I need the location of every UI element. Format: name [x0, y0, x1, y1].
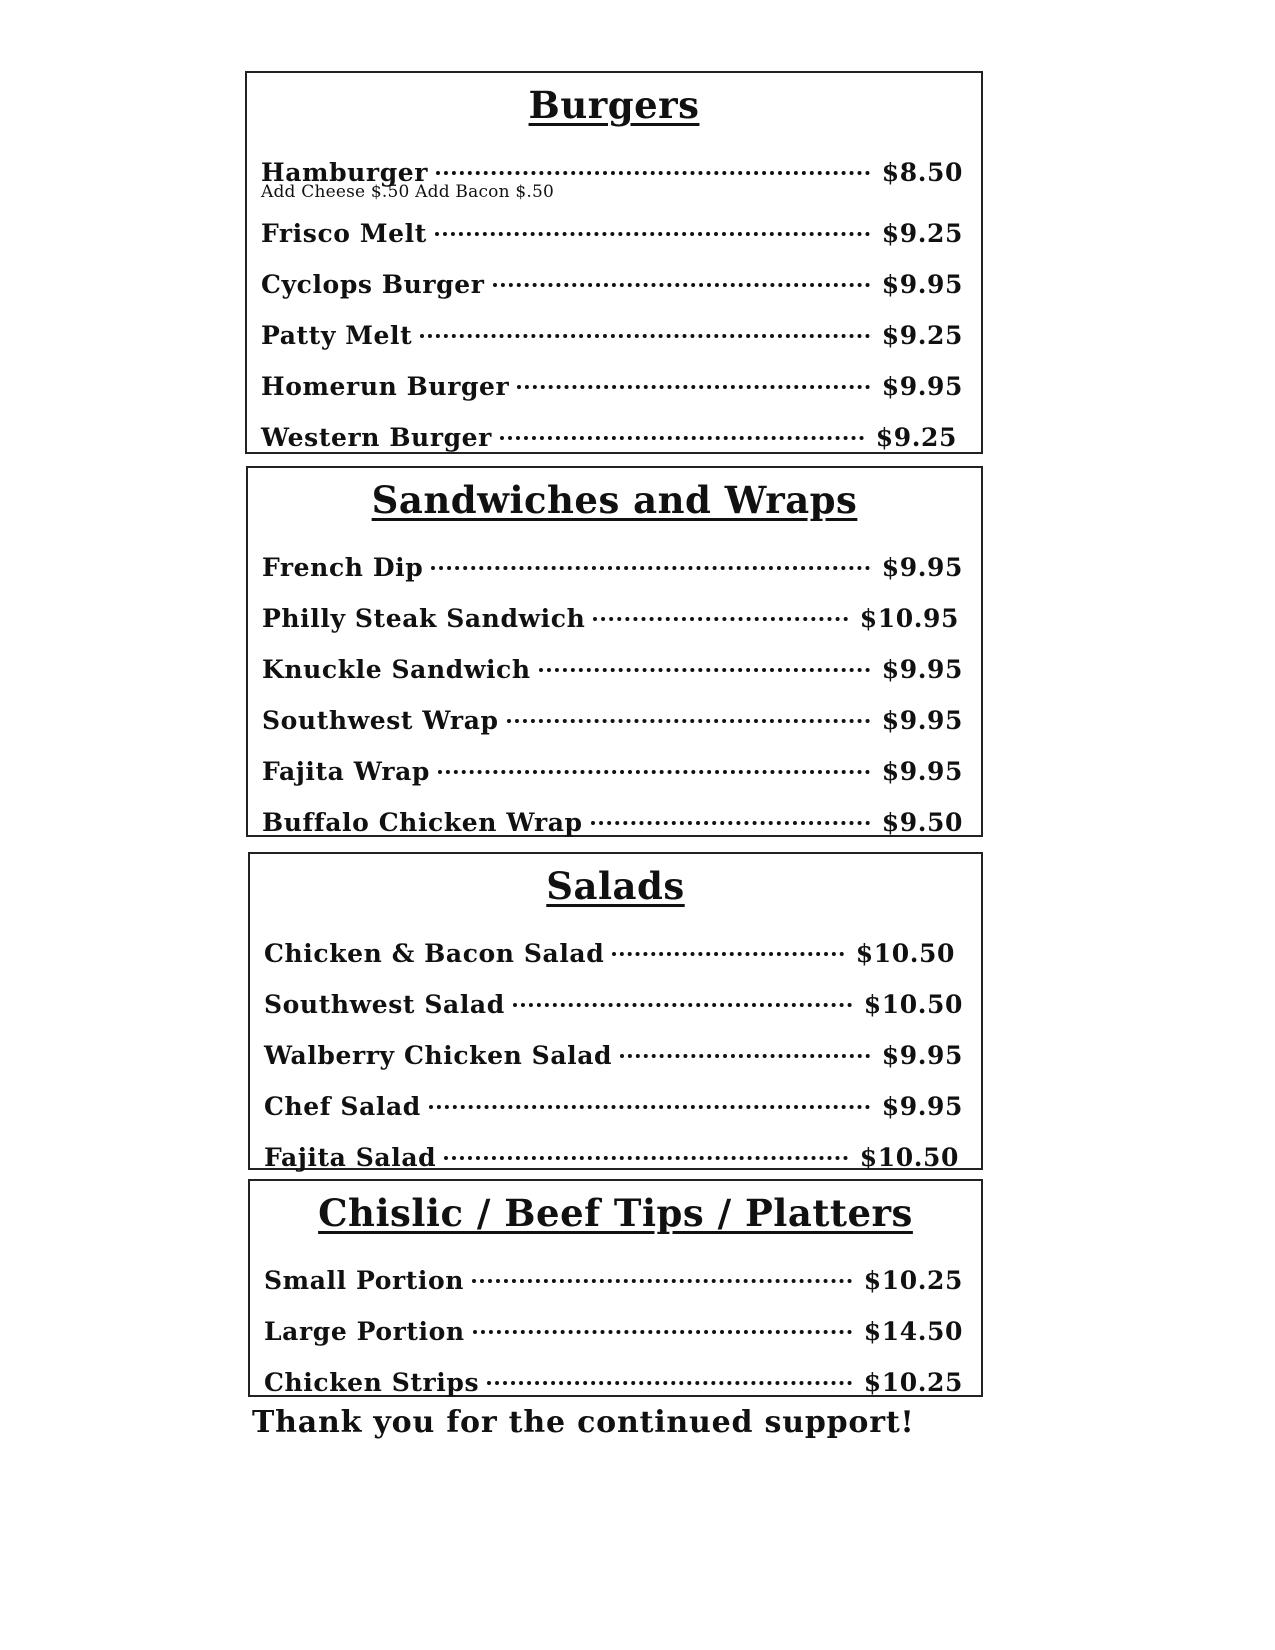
dot-leader: [472, 1253, 856, 1289]
item-name: Chicken Strips: [264, 1368, 480, 1397]
item-name: Chef Salad: [264, 1092, 421, 1121]
dot-leader: [513, 977, 856, 1013]
item-price: $10.25: [863, 1266, 963, 1295]
item-price: $10.50: [863, 990, 963, 1019]
item-price: $9.95: [881, 1041, 963, 1070]
dot-leader: [438, 744, 874, 780]
item-name: Fajita Wrap: [262, 757, 430, 786]
item-name: Chicken & Bacon Salad: [264, 939, 605, 968]
dot-leader: [507, 693, 874, 729]
menu-item: [262, 795, 963, 837]
item-name: Hamburger: [261, 158, 429, 187]
menu-item: [261, 359, 963, 401]
item-price: $9.95: [881, 706, 963, 735]
thank-you-message: Thank you for the continued support!: [252, 1405, 915, 1440]
dot-leader: [593, 591, 851, 627]
item-name: Large Portion: [264, 1317, 465, 1346]
item-price: $10.25: [863, 1368, 963, 1397]
dot-leader: [620, 1028, 874, 1064]
dot-leader: [591, 795, 874, 831]
menu-item: [264, 926, 955, 968]
dot-leader: [436, 145, 874, 181]
menu-item: [262, 540, 963, 582]
item-price: $9.95: [881, 553, 963, 582]
item-price: $10.50: [855, 939, 955, 968]
item-name: Buffalo Chicken Wrap: [262, 808, 583, 837]
item-name: Western Burger: [261, 423, 492, 452]
dot-leader: [612, 926, 847, 962]
item-name: Cyclops Burger: [261, 270, 485, 299]
item-price: $9.50: [881, 808, 963, 837]
item-price: $9.95: [881, 372, 963, 401]
menu-item: [262, 642, 963, 684]
item-name: Fajita Salad: [264, 1143, 437, 1172]
item-name: Southwest Salad: [264, 990, 505, 1019]
dot-leader: [493, 257, 874, 293]
dot-leader: [473, 1304, 856, 1340]
dot-leader: [487, 1355, 856, 1391]
item-name: Frisco Melt: [261, 219, 427, 248]
dot-leader: [435, 206, 874, 242]
item-price: $9.95: [881, 270, 963, 299]
dot-leader: [429, 1079, 874, 1115]
menu-item: [262, 591, 959, 633]
menu-item: [261, 308, 963, 350]
menu-item: [264, 1304, 963, 1346]
salads-section: [248, 852, 983, 1170]
menu-item: [261, 206, 963, 248]
section-title: Sandwiches and Wraps: [371, 478, 858, 522]
burgers-section: [245, 71, 983, 454]
item-name: French Dip: [262, 553, 424, 582]
chislic-section: [248, 1179, 983, 1397]
item-name: Homerun Burger: [261, 372, 510, 401]
item-price: $8.50: [881, 158, 963, 187]
item-price: $10.95: [859, 604, 959, 633]
item-price: $10.50: [859, 1143, 959, 1172]
item-name: Knuckle Sandwich: [262, 655, 531, 684]
item-name: Walberry Chicken Salad: [264, 1041, 613, 1070]
item-name: Patty Melt: [261, 321, 413, 350]
dot-leader: [517, 359, 873, 395]
item-note: Add Cheese $.50 Add Bacon $.50: [261, 182, 554, 202]
dot-leader: [444, 1130, 852, 1166]
section-title: Salads: [546, 864, 685, 908]
menu-item: [262, 744, 963, 786]
section-title: Burgers: [528, 83, 700, 127]
menu-item: [264, 977, 963, 1019]
menu-item: [264, 1130, 959, 1172]
item-price: $9.95: [881, 1092, 963, 1121]
item-price: $9.25: [881, 321, 963, 350]
dot-leader: [500, 410, 868, 446]
item-name: Philly Steak Sandwich: [262, 604, 586, 633]
sandwiches-section: [246, 466, 983, 837]
item-price: $9.25: [881, 219, 963, 248]
menu-item: [261, 257, 963, 299]
dot-leader: [431, 540, 873, 576]
menu-item: [264, 1355, 963, 1397]
menu-item: [261, 410, 957, 452]
menu-item: [264, 1079, 963, 1121]
item-price: $9.25: [875, 423, 957, 452]
item-price: $9.95: [881, 655, 963, 684]
dot-leader: [539, 642, 874, 678]
menu-item: [264, 1253, 963, 1295]
item-price: $14.50: [863, 1317, 963, 1346]
section-title: Chislic / Beef Tips / Platters: [318, 1191, 913, 1235]
menu-item: [264, 1028, 963, 1070]
item-price: $9.95: [881, 757, 963, 786]
menu-item: [261, 145, 963, 187]
dot-leader: [420, 308, 873, 344]
item-name: Small Portion: [264, 1266, 465, 1295]
item-name: Southwest Wrap: [262, 706, 499, 735]
menu-item: [262, 693, 963, 735]
